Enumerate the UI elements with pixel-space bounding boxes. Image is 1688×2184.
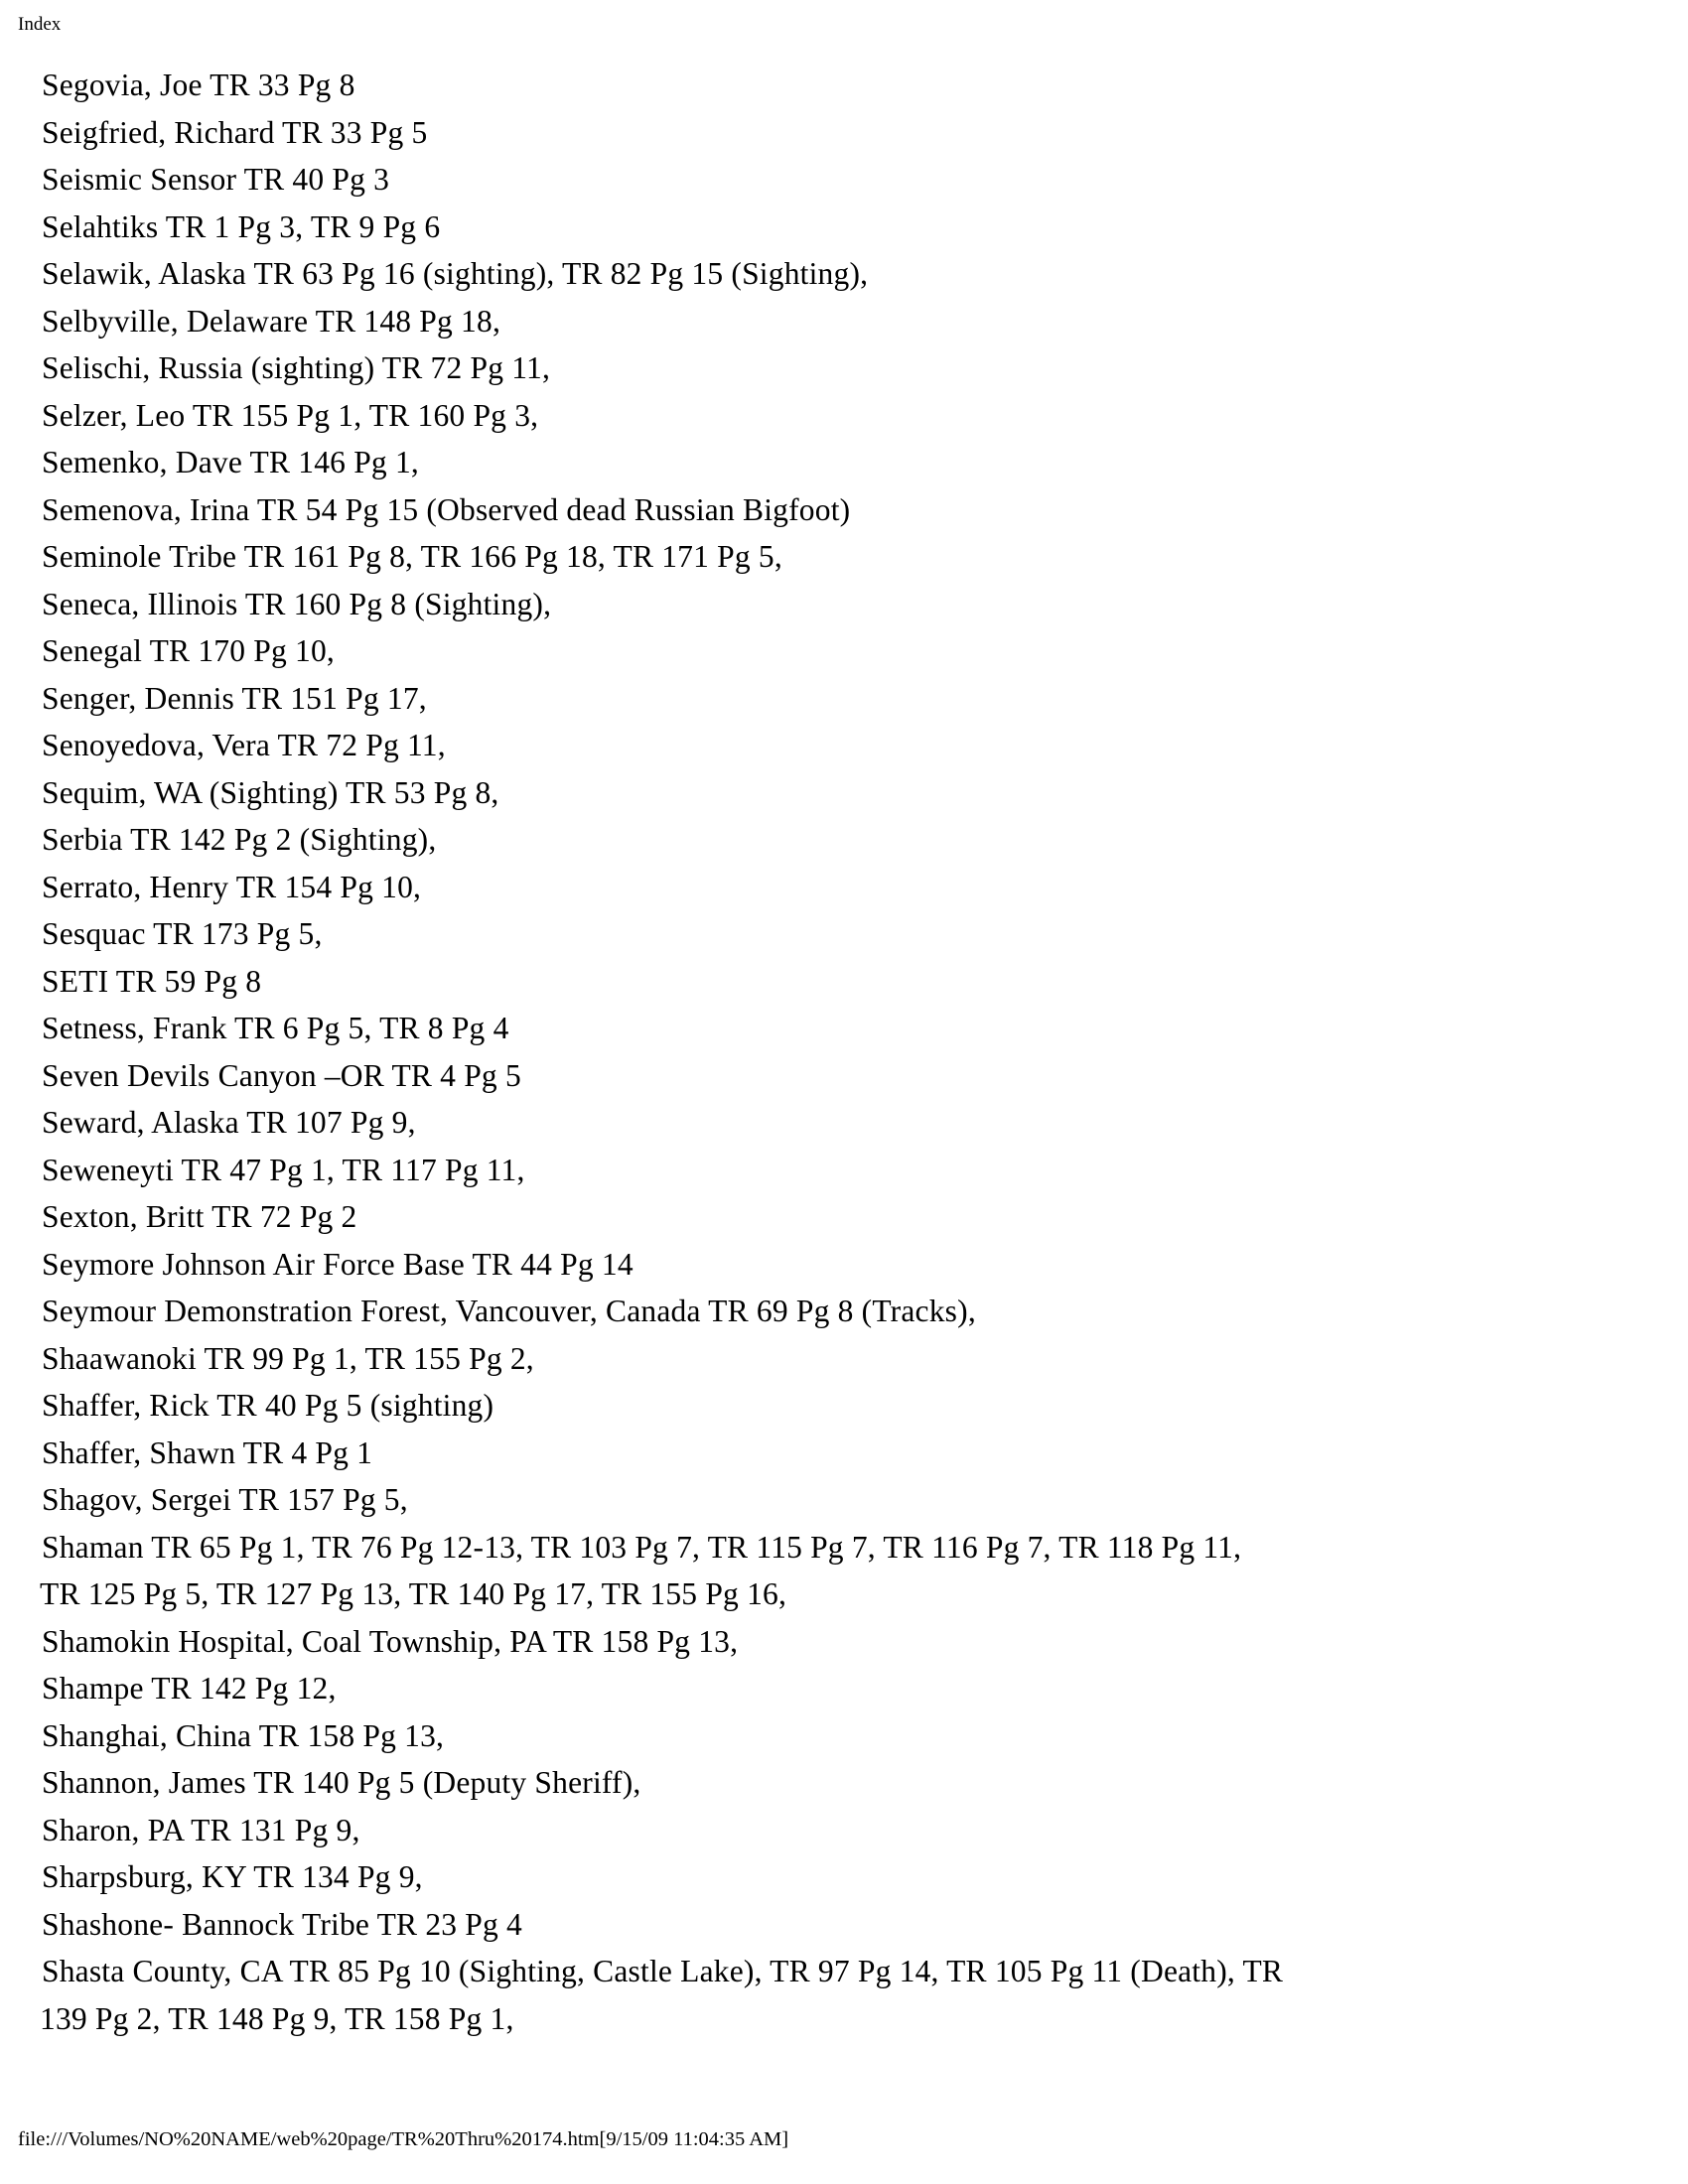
index-entry: TR 125 Pg 5, TR 127 Pg 13, TR 140 Pg 17, TR 155 Pg 16, — [40, 1576, 787, 1611]
index-entry: Shampe TR 142 Pg 12, — [42, 1671, 337, 1706]
index-entry: Semenova, Irina TR 54 Pg 15 (Observed dead Russian Bigfoot) — [42, 491, 851, 527]
index-entry: Sharon, PA TR 131 Pg 9, — [42, 1812, 360, 1847]
index-entry: Selawik, Alaska TR 63 Pg 16 (sighting), TR 82 Pg 15 (Sighting), — [42, 256, 869, 291]
index-entry: Senoyedova, Vera TR 72 Pg 11, — [42, 728, 446, 762]
index-entry: Sexton, Britt TR 72 Pg 2 — [42, 1199, 357, 1234]
index-entry: Shasta County, CA TR 85 Pg 10 (Sighting, Castle Lake), TR 97 Pg 14, TR 105 Pg 11 (Death), TR — [42, 1954, 1284, 1988]
index-entry: Sesquac TR 173 Pg 5, — [42, 916, 323, 951]
index-entry: Seminole Tribe TR 161 Pg 8, TR 166 Pg 18, TR 171 Pg 5, — [42, 539, 782, 574]
index-entry: Shannon, James TR 140 Pg 5 (Deputy Sheriff), — [42, 1765, 641, 1800]
index-entry: Seneca, Illinois TR 160 Pg 8 (Sighting), — [42, 586, 552, 621]
index-entry: Sequim, WA (Sighting) TR 53 Pg 8, — [42, 774, 499, 810]
index-entry: Segovia, Joe TR 33 Pg 8 — [42, 68, 355, 102]
index-entry-list — [40, 62, 1648, 2042]
index-entry: Seymour Demonstration Forest, Vancouver, Canada TR 69 Pg 8 (Tracks), — [42, 1294, 976, 1328]
index-entry: Seweneyti TR 47 Pg 1, TR 117 Pg 11, — [42, 1152, 525, 1187]
footer-file-path: file:///Volumes/NO%20NAME/web%20page/TR%20Thru%20174.htm[9/15/09 11:04:35 AM] — [18, 2128, 789, 2150]
index-entry: Serbia TR 142 Pg 2 (Sighting), — [42, 822, 437, 857]
index-entry: Shanghai, China TR 158 Pg 13, — [42, 1717, 445, 1753]
index-entry: Setness, Frank TR 6 Pg 5, TR 8 Pg 4 — [42, 1011, 509, 1045]
index-entry: Senger, Dennis TR 151 Pg 17, — [42, 680, 427, 716]
index-entry: SETI TR 59 Pg 8 — [42, 963, 262, 999]
index-entry: Shashone- Bannock Tribe TR 23 Pg 4 — [42, 1906, 522, 1942]
index-entry: Shamokin Hospital, Coal Township, PA TR 158 Pg 13, — [42, 1623, 739, 1659]
index-entry: Seigfried, Richard TR 33 Pg 5 — [42, 114, 428, 150]
index-entry: Selischi, Russia (sighting) TR 72 Pg 11, — [42, 350, 551, 385]
index-entry: Shaffer, Shawn TR 4 Pg 1 — [42, 1434, 373, 1470]
index-entry: Shaawanoki TR 99 Pg 1, TR 155 Pg 2, — [42, 1340, 534, 1376]
index-entry: Seward, Alaska TR 107 Pg 9, — [42, 1105, 416, 1140]
index-entry: 139 Pg 2, TR 148 Pg 9, TR 158 Pg 1, — [40, 2000, 514, 2036]
index-entry: Semenko, Dave TR 146 Pg 1, — [42, 445, 419, 479]
index-entry: Seymore Johnson Air Force Base TR 44 Pg 14 — [42, 1246, 633, 1282]
page-header-label: Index — [18, 14, 62, 35]
index-entry: Seven Devils Canyon –OR TR 4 Pg 5 — [42, 1057, 521, 1093]
index-entry: Senegal TR 170 Pg 10, — [42, 633, 335, 668]
index-entry: Selbyville, Delaware TR 148 Pg 18, — [42, 303, 501, 339]
index-entry: Seismic Sensor TR 40 Pg 3 — [42, 162, 390, 197]
index-entry: Selahtiks TR 1 Pg 3, TR 9 Pg 6 — [42, 208, 441, 244]
index-entry: Selzer, Leo TR 155 Pg 1, TR 160 Pg 3, — [42, 397, 539, 433]
index-entry: Shaman TR 65 Pg 1, TR 76 Pg 12-13, TR 103 Pg 7, TR 115 Pg 7, TR 116 Pg 7, TR 118 Pg 11, — [42, 1529, 1242, 1565]
index-entry: Sharpsburg, KY TR 134 Pg 9, — [42, 1859, 423, 1894]
index-entry: Shagov, Sergei TR 157 Pg 5, — [42, 1482, 408, 1517]
index-entry: Serrato, Henry TR 154 Pg 10, — [42, 869, 422, 904]
index-entry: Shaffer, Rick TR 40 Pg 5 (sighting) — [42, 1388, 494, 1423]
